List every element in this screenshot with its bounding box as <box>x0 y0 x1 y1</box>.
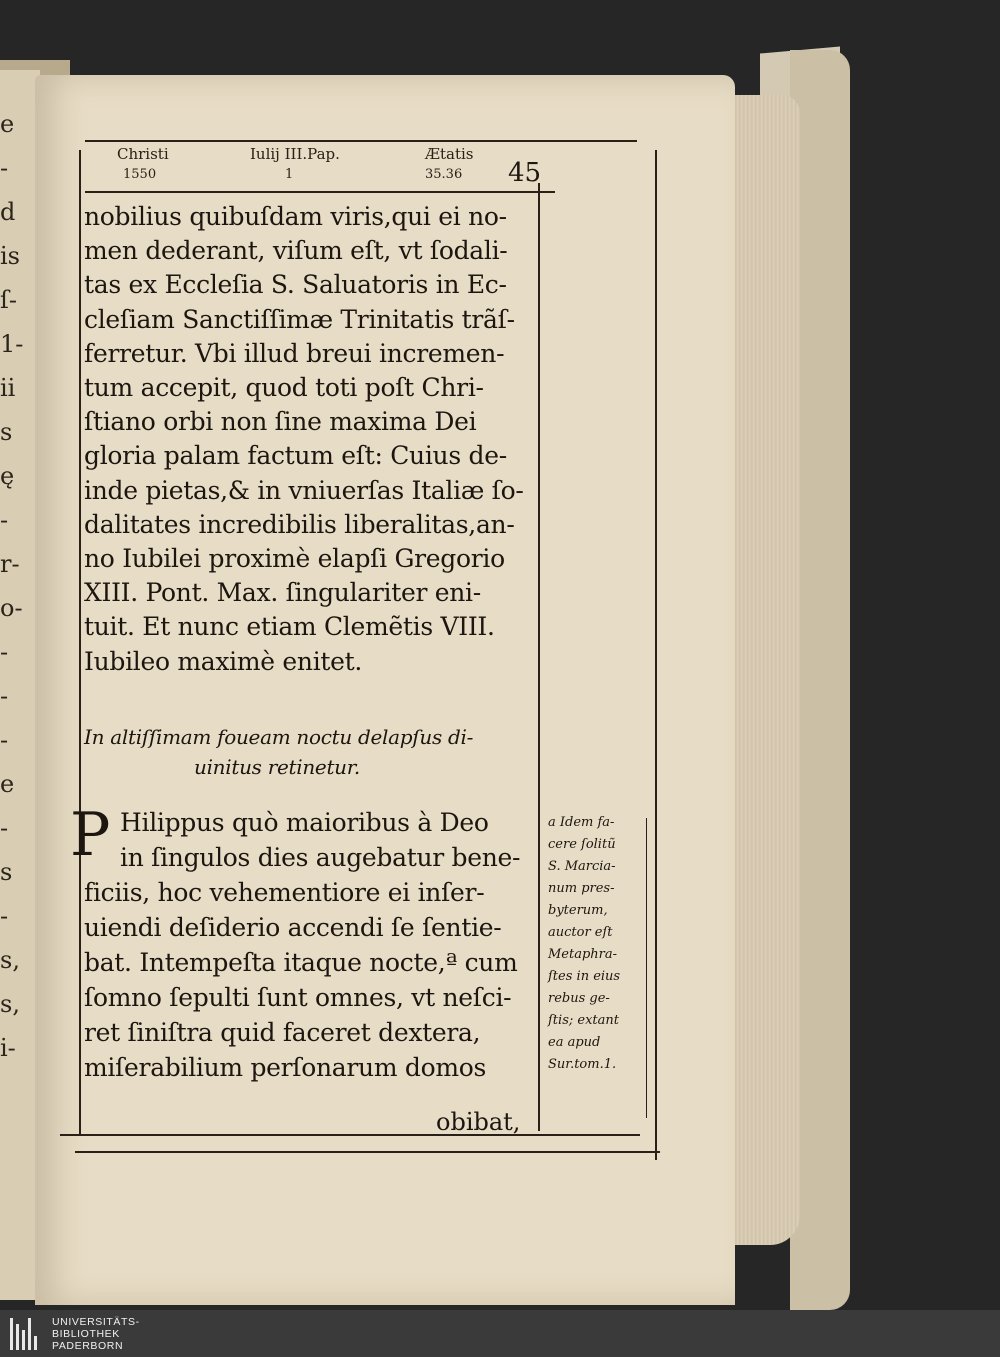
frame-rule-bottom <box>60 1134 640 1136</box>
left-page-edge-text <box>0 100 24 1300</box>
left-edge-glyph: - <box>0 726 9 754</box>
text-line: ſomno ſepulti ſunt omnes, vt neſci- <box>84 983 512 1012</box>
left-edge-glyph: - <box>0 682 9 710</box>
left-edge-glyph: ii <box>0 374 16 402</box>
text-line: In altiſſimam foueam noctu delapſus di- <box>84 725 474 749</box>
text-line: Hilippus quò maioribus à Deo <box>120 808 489 837</box>
text-line: ſtis; extant <box>548 1013 619 1028</box>
page-number: 45 <box>508 158 542 188</box>
text-line: tas ex Eccleſia S. Saluatoris in Ec- <box>84 270 507 300</box>
text-line: inde pietas,& in vniuerſas Italiæ ſo- <box>84 475 524 505</box>
header-pope-year: 1 <box>285 167 294 182</box>
text-line: in ſingulos dies augebatur bene- <box>120 843 521 872</box>
running-header <box>85 145 555 190</box>
text-line: cleſiam Sanctiſſimæ Trinitatis trãſ- <box>84 304 515 334</box>
left-edge-glyph: e <box>0 770 15 798</box>
text-line: Sur.tom.1. <box>548 1057 617 1072</box>
drop-capital: P <box>70 800 111 870</box>
header-christi-label: Christi <box>117 145 169 163</box>
marginal-note <box>548 812 648 1076</box>
text-line: num pres- <box>548 881 615 896</box>
text-line: ſtiano orbi non ſine maxima Dei <box>84 407 477 437</box>
text-line: gloria palam factum eſt: Cuius de- <box>84 441 507 471</box>
left-edge-glyph: - <box>0 814 9 842</box>
left-edge-glyph: - <box>0 154 9 182</box>
left-edge-glyph: o- <box>0 594 23 622</box>
left-edge-glyph: - <box>0 902 9 930</box>
body-text-paragraph-2 <box>84 805 539 1085</box>
left-edge-glyph: d <box>0 198 16 226</box>
logo-line-3: PADERBORN <box>52 1340 124 1352</box>
text-line: auctor eſt <box>548 925 613 940</box>
text-line: byterum, <box>548 903 608 918</box>
text-line: rebus ge- <box>548 991 610 1006</box>
left-edge-glyph: is <box>0 242 20 270</box>
logo-line-2: BIBLIOTHEK <box>52 1328 120 1340</box>
text-line: cere ſolitũ <box>548 837 616 852</box>
text-line: miſerabilium perſonarum domos <box>84 1053 487 1082</box>
left-edge-glyph: - <box>0 638 9 666</box>
text-line: uiendi deſiderio accendi ſe ſentie- <box>84 913 502 942</box>
text-line: S. Marcia- <box>548 859 616 874</box>
left-edge-glyph: ę <box>0 462 15 490</box>
left-edge-glyph: s, <box>0 990 20 1018</box>
text-line: ret ſiniſtra quid faceret dextera, <box>84 1018 481 1047</box>
library-logo-icon <box>10 1318 42 1350</box>
text-line: dalitates incredibilis liberalitas,an- <box>84 509 515 539</box>
left-edge-glyph: 1- <box>0 330 24 358</box>
text-line: ferretur. Vbi illud breui incremen- <box>84 338 505 368</box>
left-edge-glyph: - <box>0 506 9 534</box>
left-edge-glyph: ſ- <box>0 286 17 314</box>
text-line: tuit. Et nunc etiam Clemẽtis VIII. <box>84 612 495 642</box>
frame-rule-right <box>655 150 657 1160</box>
left-edge-glyph: s, <box>0 946 20 974</box>
text-line: nobilius quibuſdam viris,qui ei no- <box>84 202 507 231</box>
body-text <box>84 200 539 679</box>
header-aetatis-value: 35.36 <box>425 167 463 182</box>
text-line: a Idem fa- <box>548 815 615 830</box>
text-line: Iubileo maximè enitet. <box>84 646 363 676</box>
text-line: no Iubilei proximè elapſi Gregorio <box>84 544 505 574</box>
text-line: ſtes in eius <box>548 969 621 984</box>
section-heading <box>84 722 539 782</box>
text-line: ea apud <box>548 1035 601 1050</box>
text-line: XIII. Pont. Max. ſingulariter eni- <box>84 578 481 608</box>
left-edge-glyph: i- <box>0 1034 16 1062</box>
library-logo-text <box>52 1316 140 1352</box>
header-rule <box>85 191 555 193</box>
library-footer <box>0 1310 1000 1357</box>
text-line: men dederant, viſum eſt, vt ſodali- <box>84 236 508 266</box>
catchword: obibat, <box>436 1108 521 1136</box>
frame-rule-left <box>79 150 81 1135</box>
header-aetatis-label: Ætatis <box>425 145 474 163</box>
text-line: uinitus retinetur. <box>194 755 360 779</box>
frame-rule-top <box>85 140 637 142</box>
frame-rule-bottom-outer <box>75 1151 660 1153</box>
left-edge-glyph: s <box>0 858 13 886</box>
logo-line-1: UNIVERSITÄTS- <box>52 1316 140 1328</box>
header-pope-label: Iulij III.Pap. <box>250 145 340 163</box>
left-edge-glyph: e <box>0 110 15 138</box>
text-line: Metaphra- <box>548 947 618 962</box>
text-line: ficiis, hoc vehementiore ei inſer- <box>84 878 485 907</box>
left-edge-glyph: s <box>0 418 13 446</box>
text-line: tum accepit, quod toti poſt Chri- <box>84 373 484 403</box>
left-edge-glyph: r- <box>0 550 20 578</box>
header-christi-year: 1550 <box>123 167 157 182</box>
text-line: bat. Intempeſta itaque nocte,ª cum <box>84 948 518 977</box>
